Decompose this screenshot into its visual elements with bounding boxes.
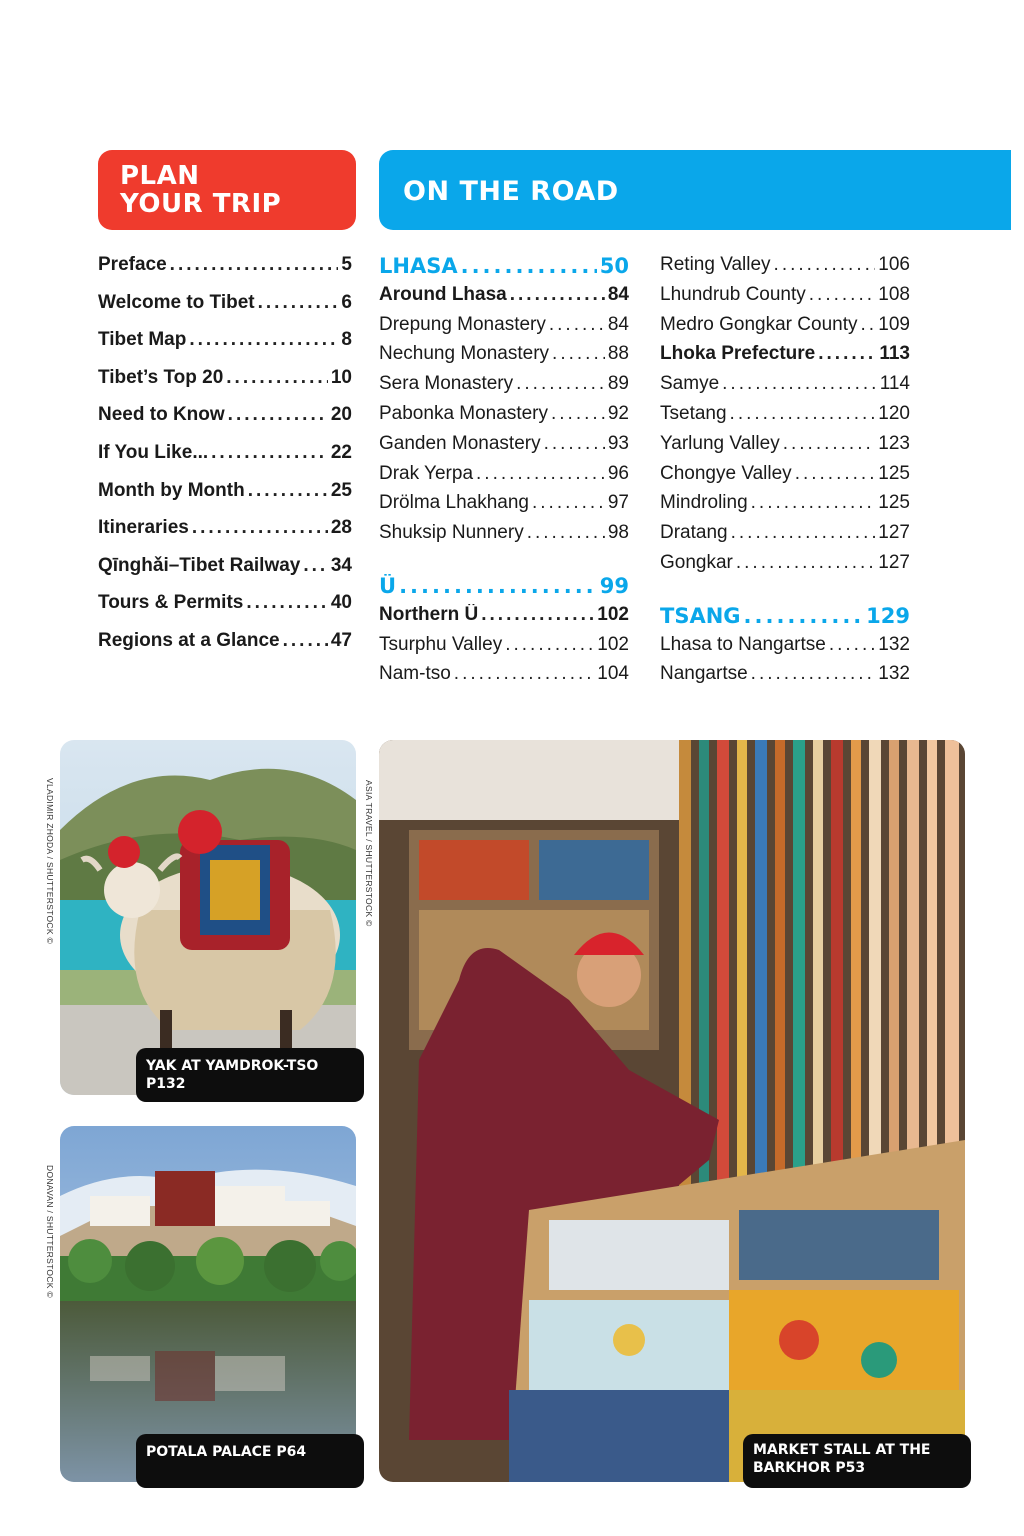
toc-entry-label: Lhundrub County [660,283,806,305]
toc-leader-dots [516,373,605,395]
toc-entry-page: 84 [607,313,629,335]
toc-leader-dots [303,555,327,577]
region-heading-u[interactable] [379,574,629,604]
potala-photo [60,1126,356,1482]
toc-entry-page: 104 [597,663,629,685]
road-toc-entry[interactable] [660,463,910,493]
toc-entry-page: 92 [607,402,629,424]
road-toc-entry[interactable] [379,522,629,552]
toc-entry-label: Reting Valley [660,254,771,275]
plan-toc-entry[interactable] [98,480,352,518]
section-gap [379,552,629,574]
market-photo [379,740,965,1482]
toc-leader-dots [818,343,876,365]
toc-entry-label: Ü [379,573,397,598]
toc-entry-label: Sera Monastery [379,373,514,395]
toc-entry-label: Dratang [660,522,728,544]
toc-entry-label: Shuksip Nunnery [379,522,524,544]
toc-entry-label: Need to Know [98,404,225,426]
toc-leader-dots [774,254,876,276]
toc-entry-page: 8 [341,329,352,351]
toc-entry-label: Drölma Lhakhang [379,492,529,514]
road-toc-entry[interactable] [660,403,910,433]
toc-leader-dots [861,314,876,336]
toc-leader-dots [228,404,328,426]
toc-entry-label: Around Lhasa [379,283,507,305]
toc-entry-page: 102 [597,603,629,625]
road-toc-entry[interactable] [379,403,629,433]
potala-photo-credit: DONAVAN / SHUTTERSTOCK © [45,1165,55,1298]
toc-entry-page: 129 [866,603,910,628]
toc-entry-label: Nechung Monastery [379,343,550,365]
toc-entry-page: 108 [878,283,910,305]
toc-entry-label: Tibet’s Top 20 [98,366,224,388]
toc-leader-dots [736,552,875,574]
road-toc-entry[interactable] [379,663,629,693]
toc-entry-label: Nam-tso [379,663,451,685]
toc-leader-dots [549,314,605,336]
road-toc-entry[interactable] [660,433,910,463]
toc-entry-label: Regions at a Glance [98,629,280,651]
market-photo-credit: ASIA TRAVEL / SHUTTERSTOCK © [364,780,374,927]
road-toc-right [660,254,910,693]
toc-entry-page: 114 [879,373,910,395]
toc-entry-page: 10 [330,366,352,388]
toc-leader-dots [246,592,328,614]
toc-leader-dots [552,343,605,365]
yak-image [60,740,356,1095]
market-caption-line2: BARKHOR P53 [753,1460,866,1476]
road-toc-entry[interactable] [660,284,910,314]
toc-entry-page: 84 [607,283,629,305]
plan-toc-entry[interactable] [98,404,352,442]
toc-entry-label: Medro Gongkar County [660,313,858,335]
toc-leader-dots [211,442,328,464]
toc-entry-page: 132 [878,633,910,655]
toc-entry-page: 109 [878,313,910,335]
road-toc-entry[interactable] [660,663,910,693]
toc-leader-dots [751,663,876,685]
road-toc-entry[interactable] [379,634,629,664]
plan-toc-entry[interactable] [98,517,352,555]
road-toc-entry[interactable] [379,284,629,314]
plan-your-trip-header [98,150,356,230]
toc-leader-dots [226,367,328,389]
plan-header-line2: YOUR TRIP [120,189,282,219]
toc-entry-page: 127 [878,522,910,544]
road-toc-entry[interactable] [379,492,629,522]
toc-entry-label: Tsetang [660,402,727,424]
toc-entry-page: 6 [341,291,352,313]
toc-leader-dots [476,463,605,485]
toc-entry-page: 25 [330,479,352,501]
toc-entry-label: Lhoka Prefecture [660,343,816,365]
road-toc-entry[interactable] [379,314,629,344]
toc-leader-dots [731,522,876,544]
market-photo-caption [743,1434,971,1488]
plan-toc-entry[interactable] [98,555,352,593]
toc-leader-dots [783,433,876,455]
toc-entry-label: If You Like... [98,441,209,463]
toc-entry-label: Drepung Monastery [379,313,546,335]
toc-leader-dots [510,284,605,306]
toc-entry-page: 88 [607,343,629,365]
yak-photo [60,740,356,1095]
toc-leader-dots [829,634,875,656]
toc-entry-label: Chongye Valley [660,462,792,484]
road-header-title: ON THE ROAD [403,176,619,207]
toc-entry-page: 34 [330,554,352,576]
plan-toc-entry[interactable] [98,329,352,367]
toc-entry-page: 93 [607,432,629,454]
road-toc-entry[interactable] [660,343,910,373]
potala-image [60,1126,356,1482]
toc-entry-label: Welcome to Tibet [98,291,255,313]
plan-toc-entry[interactable] [98,442,352,480]
toc-entry-label: Ganden Monastery [379,432,541,454]
market-image [379,740,965,1482]
toc-entry-label: Qīnghǎi–Tibet Railway [98,554,301,576]
toc-entry-label: Lhasa to Nangartse [660,633,826,655]
toc-leader-dots [730,403,876,425]
road-toc-entry[interactable] [379,604,629,634]
toc-entry-page: 96 [607,462,629,484]
toc-entry-label: LHASA [379,254,458,278]
toc-entry-page: 123 [878,432,910,454]
toc-leader-dots [283,630,328,652]
toc-leader-dots [751,492,876,514]
road-toc-entry[interactable] [379,373,629,403]
toc-entry-page: 125 [878,492,910,514]
toc-leader-dots [399,574,597,598]
toc-leader-dots [544,433,605,455]
toc-entry-page: 127 [878,551,910,573]
toc-entry-page: 40 [330,592,352,614]
toc-leader-dots [505,634,594,656]
plan-toc-entry[interactable] [98,592,352,630]
toc-entry-label: Pabonka Monastery [379,402,548,424]
toc-leader-dots [258,292,339,314]
toc-entry-label: Month by Month [98,479,245,501]
toc-entry-page: 98 [607,522,629,544]
toc-entry-page: 97 [607,492,629,514]
toc-leader-dots [809,284,876,306]
plan-toc-entry[interactable] [98,630,352,668]
yak-photo-caption: YAK AT YAMDROK-TSO P132 [136,1048,364,1102]
yak-photo-credit: VLADIMIR ZHODA / SHUTTERSTOCK © [45,778,55,945]
market-caption-line1: MARKET STALL AT THE [753,1442,931,1458]
toc-entry-label: Samye [660,373,720,395]
road-toc-entry[interactable] [379,463,629,493]
toc-entry-label: Nangartse [660,663,748,685]
toc-leader-dots [551,403,605,425]
toc-entry-label: Itineraries [98,517,189,539]
toc-entry-page: 120 [878,402,910,424]
toc-leader-dots [192,517,328,539]
toc-leader-dots [795,463,876,485]
toc-entry-page: 28 [330,517,352,539]
toc-entry-page: 20 [330,404,352,426]
road-toc-middle [379,254,629,693]
toc-leader-dots [170,254,339,276]
toc-entry-page: 99 [599,573,629,598]
toc-entry-label: Mindroling [660,492,748,514]
road-toc-entry[interactable] [660,254,910,284]
plan-toc-entry[interactable] [98,254,352,292]
toc-entry-label: Yarlung Valley [660,432,780,454]
road-toc-entry[interactable] [660,492,910,522]
toc-entry-label: Tsurphu Valley [379,633,503,655]
toc-leader-dots [722,373,877,395]
toc-leader-dots [527,522,605,544]
toc-entry-label: Gongkar [660,551,733,573]
toc-entry-page: 132 [878,663,910,685]
road-toc-entry[interactable] [379,343,629,373]
section-gap [660,582,910,604]
toc-leader-dots [481,604,594,626]
toc-leader-dots [454,663,595,685]
toc-entry-page: 22 [330,441,352,463]
toc-entry-label: Tibet Map [98,329,187,351]
on-the-road-header [379,150,1011,230]
toc-leader-dots [189,329,338,351]
toc-entry-page: 106 [878,254,910,275]
toc-leader-dots [248,480,328,502]
toc-entry-page: 5 [341,254,352,275]
road-toc-entry[interactable] [660,314,910,344]
toc-entry-page: 47 [330,629,352,651]
toc-entry-label: Northern Ü [379,603,479,625]
toc-entry-page: 125 [878,462,910,484]
plan-toc [98,254,352,668]
toc-entry-page: 89 [607,373,629,395]
plan-header-line1: PLAN [120,161,200,191]
toc-entry-page: 113 [879,343,910,365]
toc-leader-dots [461,254,597,278]
toc-entry-page: 50 [599,254,629,278]
road-toc-entry[interactable] [379,433,629,463]
toc-entry-label: Preface [98,254,167,275]
plan-toc-entry[interactable] [98,292,352,330]
potala-photo-caption: POTALA PALACE P64 [136,1434,364,1488]
toc-entry-label: Tours & Permits [98,592,244,614]
region-heading-lhasa[interactable] [379,254,629,284]
road-toc-entry[interactable] [660,373,910,403]
road-toc-entry[interactable] [660,634,910,664]
toc-leader-dots [532,492,605,514]
toc-leader-dots [744,604,864,628]
toc-entry-page: 102 [597,633,629,655]
road-toc-entry[interactable] [660,552,910,582]
road-toc-entry[interactable] [660,522,910,552]
plan-toc-entry[interactable] [98,367,352,405]
region-heading-tsang[interactable] [660,604,910,634]
toc-entry-label: Drak Yerpa [379,462,474,484]
toc-entry-label: TSANG [660,603,741,628]
